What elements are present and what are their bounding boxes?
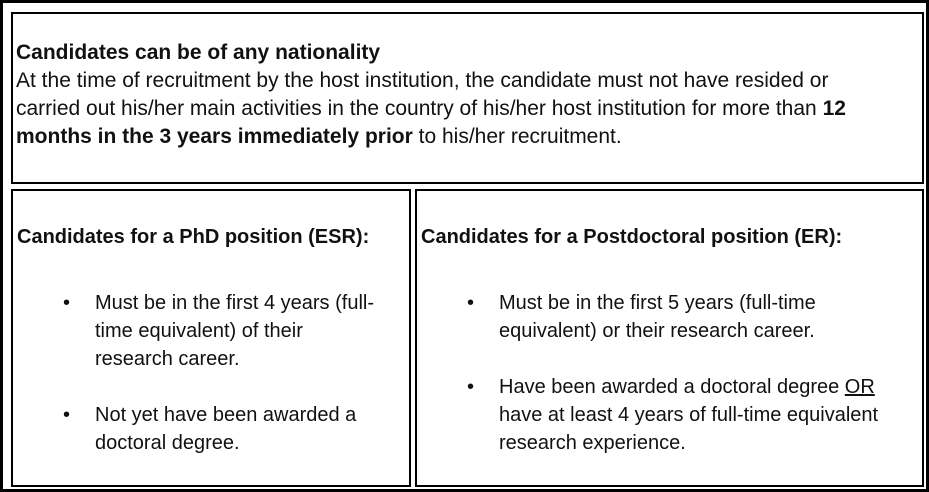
- phd-requirement-text: Not yet have been awarded a doctoral degree.: [95, 404, 357, 454]
- phd-esr-column: [11, 189, 411, 487]
- postdoc-requirement-text: Must be in the first 5 years (full-time equivalent) or their research career.: [499, 292, 816, 342]
- list-item: [17, 289, 409, 373]
- postdoc-requirement-text-end: have at least 4 years of full-time equivalent research experience.: [499, 404, 879, 454]
- list-item: [17, 401, 409, 457]
- residency-rule-text-end: to his/her recruitment.: [412, 125, 622, 148]
- postdoc-requirement-or-underlined: OR: [844, 376, 875, 398]
- nationality-rule-box: [11, 12, 924, 184]
- postdoc-requirements-list: [421, 289, 922, 457]
- postdoc-requirement-text-start: Have been awarded a doctoral degree: [499, 376, 845, 398]
- postdoc-er-column: [415, 189, 924, 487]
- postdoc-column-heading: Candidates for a Postdoctoral position (ER):: [421, 226, 843, 248]
- phd-requirement-text: Must be in the first 4 years (full-time equivalent) of their research career.: [95, 292, 374, 370]
- list-item: [421, 289, 922, 345]
- list-item: [421, 373, 922, 457]
- bullet-icon: •: [467, 292, 475, 314]
- residency-rule-text-start: At the time of recruitment by the host institution, the candidate must not have resided or carried out his/her main activities in the country of his/her host institution for more than: [16, 69, 829, 120]
- bullet-icon: •: [467, 376, 475, 398]
- residency-rule-paragraph: [16, 67, 895, 151]
- residency-rule-bold-text: 12 months in the 3 years immediately prior: [16, 97, 846, 148]
- bullet-icon: •: [63, 404, 71, 426]
- phd-requirements-list: [17, 289, 409, 457]
- bullet-icon: •: [63, 292, 71, 314]
- phd-column-heading: Candidates for a PhD position (ESR):: [17, 226, 370, 248]
- nationality-heading: Candidates can be of any nationality: [16, 41, 381, 64]
